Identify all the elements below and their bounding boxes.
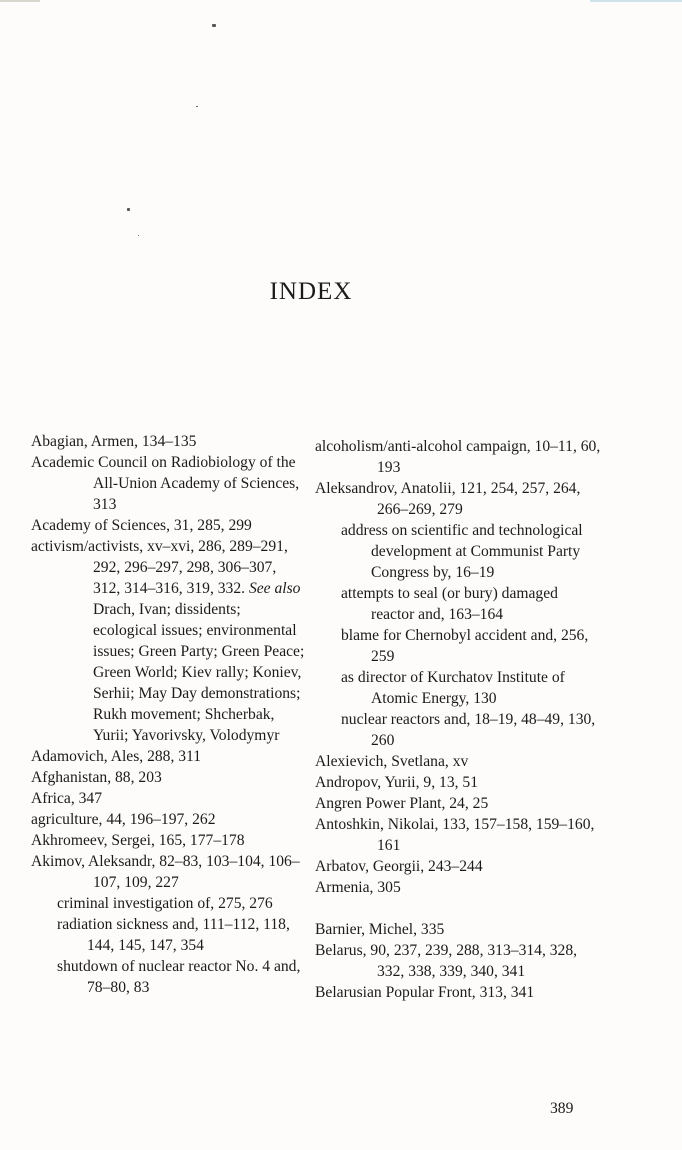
index-subentry bbox=[315, 625, 605, 667]
index-subentry bbox=[315, 709, 605, 751]
entry-text: Aleksandrov, Anatolii, 121, 254, 257, 264, 266–269, 279 bbox=[315, 480, 581, 518]
entry-text: Afghanistan, 88, 203 bbox=[31, 769, 162, 786]
edge-mark-right bbox=[590, 0, 682, 2]
index-subentry bbox=[31, 956, 306, 998]
entry-text: shutdown of nuclear reactor No. 4 and, 78–80, 83 bbox=[57, 958, 301, 996]
page-number: 389 bbox=[550, 1100, 574, 1117]
dust-speck bbox=[127, 208, 130, 211]
entry-text: Academic Council on Radiobiology of the All-Union Academy of Sciences, 313 bbox=[31, 454, 300, 513]
entry-text: attempts to seal (or bury) damaged reactor and, 163–164 bbox=[341, 585, 558, 623]
index-entry bbox=[31, 851, 306, 893]
index-entry bbox=[315, 877, 605, 898]
entry-text: address on scientific and technological development at Communist Party Congress by, 16–19 bbox=[341, 522, 583, 581]
index-column-right bbox=[315, 436, 605, 1003]
edge-mark-left bbox=[0, 0, 40, 2]
see-also-targets: Drach, Ivan; dissidents; ecological issues; environmental issues; Green Party; Green Peace; Green World; Kiev rally; Koniev, Serhii; May Day demonstrations; Rukh movement; Shcherbak, Yurii; Yavorivsky, Volodymyr bbox=[93, 601, 305, 744]
index-entry bbox=[315, 856, 605, 877]
index-entry bbox=[315, 814, 605, 856]
index-column-left bbox=[31, 431, 306, 998]
letter-group-spacer bbox=[315, 898, 605, 919]
entry-text: Adamovich, Ales, 288, 311 bbox=[31, 748, 202, 765]
index-entry bbox=[315, 436, 605, 478]
index-entry bbox=[31, 830, 306, 851]
index-entry bbox=[31, 452, 306, 515]
see-also-label: See also bbox=[248, 580, 301, 597]
index-entry bbox=[315, 982, 605, 1003]
entry-text: as director of Kurchatov Institute of Atomic Energy, 130 bbox=[341, 669, 565, 707]
dust-speck bbox=[138, 235, 139, 236]
dust-speck bbox=[212, 24, 216, 27]
index-subentry bbox=[315, 583, 605, 625]
entry-text: Angren Power Plant, 24, 25 bbox=[315, 795, 489, 812]
page-title: INDEX bbox=[269, 278, 353, 305]
entry-text: Africa, 347 bbox=[31, 790, 103, 807]
index-entry bbox=[31, 788, 306, 809]
index-subentry bbox=[31, 914, 306, 956]
entry-text: Belarusian Popular Front, 313, 341 bbox=[315, 984, 535, 1001]
entry-text: Andropov, Yurii, 9, 13, 51 bbox=[315, 774, 479, 791]
index-entry bbox=[315, 772, 605, 793]
entry-text: Academy of Sciences, 31, 285, 299 bbox=[31, 517, 252, 534]
entry-text: Antoshkin, Nikolai, 133, 157–158, 159–160, 161 bbox=[315, 816, 595, 854]
entry-text: Belarus, 90, 237, 239, 288, 313–314, 328, 332, 338, 339, 340, 341 bbox=[315, 942, 578, 980]
entry-text: Akimov, Aleksandr, 82–83, 103–104, 106–107, 109, 227 bbox=[31, 853, 300, 891]
entry-text: Abagian, Armen, 134–135 bbox=[31, 433, 197, 450]
index-subentry bbox=[315, 667, 605, 709]
index-entry bbox=[31, 809, 306, 830]
entry-text: radiation sickness and, 111–112, 118, 144, 145, 147, 354 bbox=[57, 916, 290, 954]
index-entry bbox=[31, 767, 306, 788]
index-entry bbox=[315, 919, 605, 940]
index-entry bbox=[315, 751, 605, 772]
entry-text: criminal investigation of, 275, 276 bbox=[57, 895, 273, 912]
index-entry bbox=[315, 793, 605, 814]
entry-text: Armenia, 305 bbox=[315, 879, 401, 896]
index-entry bbox=[31, 515, 306, 536]
index-entry bbox=[315, 940, 605, 982]
index-entry bbox=[31, 536, 306, 746]
entry-text: Barnier, Michel, 335 bbox=[315, 921, 445, 938]
index-entry bbox=[31, 431, 306, 452]
entry-text: agriculture, 44, 196–197, 262 bbox=[31, 811, 216, 828]
entry-text: Alexievich, Svetlana, xv bbox=[315, 753, 469, 770]
index-subentry bbox=[315, 520, 605, 583]
page-top-edge bbox=[0, 0, 682, 3]
dust-speck bbox=[196, 106, 198, 107]
index-entry bbox=[31, 746, 306, 767]
entry-text: activism/activists, xv–xvi, 286, 289–291, 292, 296–297, 298, 306–307, 312, 314–316, 319, 332. bbox=[31, 538, 288, 597]
index-entry bbox=[315, 478, 605, 520]
entry-text: blame for Chernobyl accident and, 256, 259 bbox=[341, 627, 589, 665]
entry-text: alcoholism/anti-alcohol campaign, 10–11, 60, 193 bbox=[315, 438, 601, 476]
index-subentry bbox=[31, 893, 306, 914]
entry-text: Akhromeev, Sergei, 165, 177–178 bbox=[31, 832, 245, 849]
entry-text: nuclear reactors and, 18–19, 48–49, 130, 260 bbox=[341, 711, 596, 749]
entry-text: Arbatov, Georgii, 243–244 bbox=[315, 858, 483, 875]
